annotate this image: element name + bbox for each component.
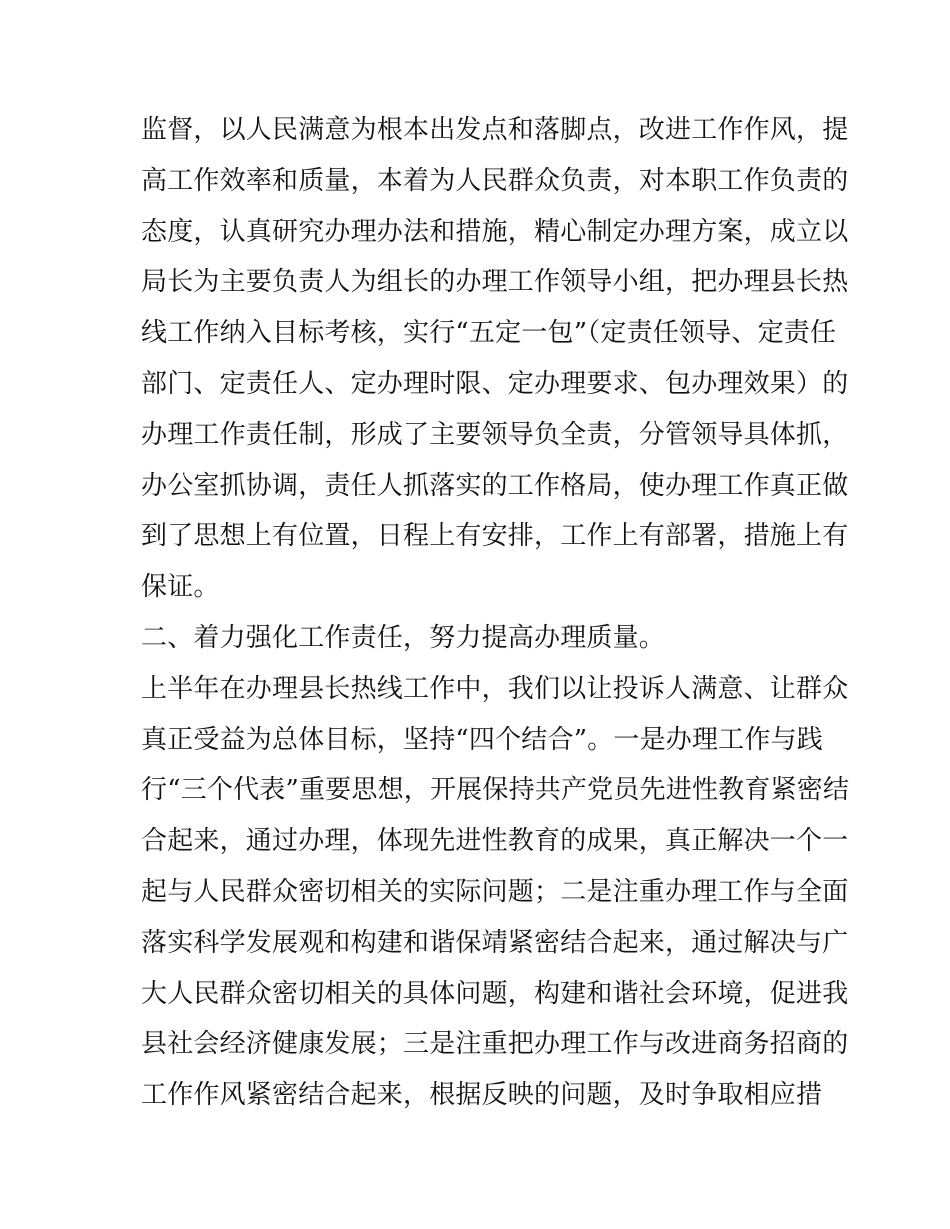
text-line: 部门、定责任人、定办理时限、定办理要求、包办理效果）的	[141, 368, 849, 399]
text-line: 办理工作责任制，形成了主要领导负全责，分管领导具体抓，	[141, 419, 849, 450]
text-line: 真正受益为总体目标，坚持“四个结合”。一是办理工作与践	[141, 724, 823, 755]
text-line: 高工作效率和质量，本着为人民群众负责，对本职工作负责的	[141, 165, 849, 196]
section-heading: 二、着力强化工作责任，努力提高办理质量。	[141, 622, 666, 653]
text-line: 线工作纳入目标考核，实行“五定一包”（定责任领导、定责任	[141, 318, 837, 349]
text-line: 局长为主要负责人为组长的办理工作领导小组，把办理县长热	[141, 267, 849, 298]
text-line: 起与人民群众密切相关的实际问题；二是注重办理工作与全面	[141, 876, 849, 907]
text-line: 合起来，通过办理，体现先进性教育的成果，真正解决一个一	[141, 826, 849, 857]
text-line: 办公室抓协调，责任人抓落实的工作格局，使办理工作真正做	[141, 470, 849, 501]
text-line: 行“三个代表”重要思想，开展保持共产党员先进性教育紧密结	[141, 775, 850, 806]
text-line: 保证。	[141, 572, 220, 603]
text-line: 监督，以人民满意为根本出发点和落脚点，改进工作作风，提	[141, 115, 849, 145]
text-line: 县社会经济健康发展；三是注重把办理工作与改进商务招商的	[141, 1029, 849, 1060]
text-line: 工作作风紧密结合起来，根据反映的问题，及时争取相应措	[141, 1080, 823, 1111]
text-line: 落实科学发展观和构建和谐保靖紧密结合起来，通过解决与广	[141, 927, 849, 958]
text-line: 大人民群众密切相关的具体问题，构建和谐社会环境，促进我	[141, 978, 849, 1009]
text-line: 到了思想上有位置，日程上有安排，工作上有部署，措施上有	[141, 521, 849, 552]
body-text	[141, 105, 850, 1121]
text-line: 态度，认真研究办理办法和措施，精心制定办理方案，成立以	[141, 216, 849, 247]
text-line: 上半年在办理县长热线工作中，我们以让投诉人满意、让群众	[141, 673, 849, 704]
